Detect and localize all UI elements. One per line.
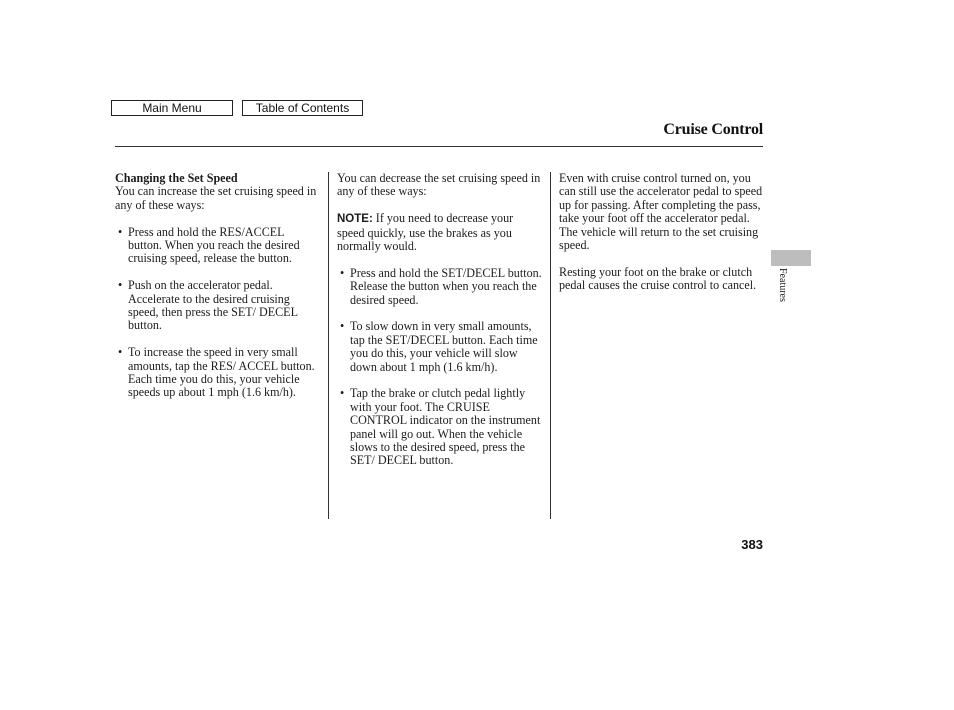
increase-intro: You can increase the set cruising speed in any of these ways: [115, 184, 317, 212]
table-of-contents-button[interactable]: Table of Contents [242, 100, 363, 116]
section-subheading: Changing the Set Speed [115, 171, 238, 185]
passing-paragraph: Even with cruise control turned on, you can still use the accelerator pedal to speed up for passing. After completing the pass, take your foot off the accelerator pedal. The vehicle will return to the set cruising speed. [559, 171, 763, 253]
list-item: • Press and hold the RES/ACCEL button. When you reach the desired cruising speed, release the button. [115, 226, 320, 266]
main-menu-button[interactable]: Main Menu [111, 100, 233, 116]
note-label: NOTE: [337, 213, 373, 226]
page-number: 383 [741, 537, 763, 552]
cancel-paragraph: Resting your foot on the brake or clutch pedal causes the cruise control to cancel. [559, 264, 757, 293]
list-item: • Press and hold the SET/DECEL button. Release the button when you reach the desired speed. [337, 267, 542, 307]
column-decrease-speed [337, 172, 542, 468]
page-title: Cruise Control [663, 121, 763, 138]
increase-list [115, 226, 320, 400]
section-label: Features [777, 268, 788, 302]
list-item: • Tap the brake or clutch pedal lightly with your foot. The CRUISE CONTROL indicator on the instrument panel will go out. When the vehicle slows to the desired speed, press the SET/ DECEL button. [337, 387, 542, 467]
list-item: • To slow down in very small amounts, tap the SET/DECEL button. Each time you do this, your vehicle will slow down about 1 mph (1.6 km/h). [337, 320, 542, 374]
section-tab [771, 250, 811, 266]
header-rule [115, 146, 763, 147]
list-item: • Push on the accelerator pedal. Accelerate to the desired cruising speed, then press the SET/ DECEL button. [115, 279, 320, 333]
column-divider [550, 172, 551, 519]
column-passing [559, 172, 764, 293]
list-item: • To increase the speed in very small amounts, tap the RES/ ACCEL button. Each time you do this, your vehicle speeds up about 1 mph (1.6 km/h). [115, 346, 320, 400]
note [337, 212, 542, 253]
note-text: If you need to decrease your speed quickly, use the brakes as you normally would. [337, 211, 514, 254]
decrease-intro: You can decrease the set cruising speed in any of these ways: [337, 171, 541, 199]
column-increase-speed [115, 172, 320, 400]
column-divider [328, 172, 329, 519]
decrease-list [337, 267, 542, 468]
